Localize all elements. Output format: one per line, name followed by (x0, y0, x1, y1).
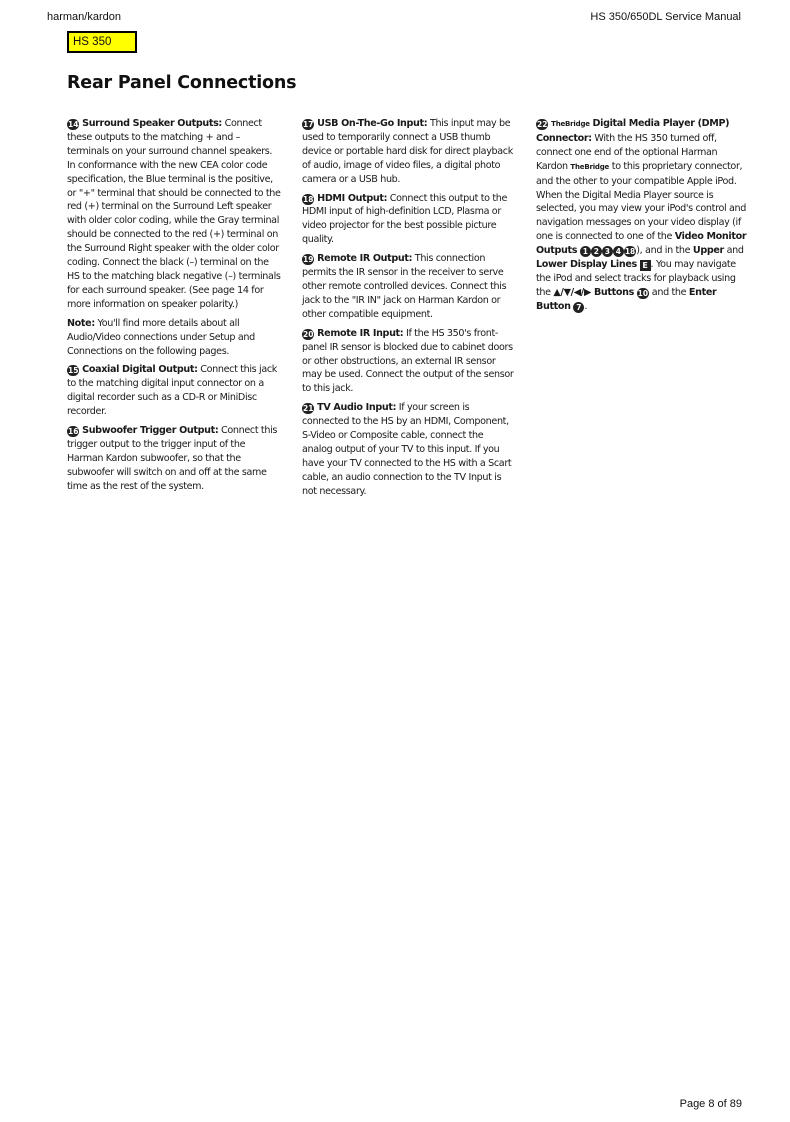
callout-22-icon: 22 (537, 120, 548, 129)
model-badge: HS 350 (67, 31, 137, 53)
section-22-text-2: to this proprietary connector, and the other to your compatible Apple iPod. When the Digital Media Player source is selected, you may view your iPod's control and navigation messages on your video display (if one is connected to one of the (536, 160, 746, 243)
section-17 (302, 117, 516, 187)
section-19 (302, 252, 516, 322)
section-21-heading: TV Audio Input: (317, 402, 397, 414)
section-14-text: Connect these outputs to the matching + and – terminals on your surround channel speakers. In conformance with the new CEA color code specification, the Blue terminal is the positive, or "+" terminal that should be connected to the red (+) terminal on the Surround Left speaker with older color coding, while the Gray terminal should be connected to the red (+) terminal on the Surround Right speaker with the older color coding. Connect the black (–) terminal on the HS to the matching black negative (–) terminals for each surround speaker. (See page 14 for more information on speaker polarity.) (67, 118, 281, 310)
upper-label: Upper (692, 245, 724, 257)
section-15-text: Connect this jack to the matching digital input connector on a digital recorder such as a CD-R or MiniDisc recorder. (67, 364, 277, 418)
enter-button-label: Enter Button (536, 286, 717, 312)
callout-15-icon: 15 (68, 366, 79, 376)
note-heading: Note: (67, 317, 95, 329)
section-18 (302, 192, 516, 248)
callout-18-ref-icon: 18 (624, 247, 636, 257)
column-1 (67, 117, 281, 499)
section-19-text: This connection permits the IR sensor in the receiver to serve other remote controlled devices. Connect this jack to the "IR IN" jack on Harman Kardon or other compatible equipment. (302, 253, 507, 320)
callout-14-icon: 14 (68, 120, 79, 129)
header-brand: harman/kardon (47, 11, 121, 23)
section-16-heading: Subwoofer Trigger Output: (82, 425, 219, 437)
section-15-heading: Coaxial Digital Output: (82, 364, 198, 376)
note-text: You'll find more details about all Audio/Video connections under Setup and Connections on the following pages. (67, 317, 255, 357)
callout-16-icon: 16 (68, 427, 79, 437)
section-20 (302, 327, 516, 397)
section-21-text: If your screen is connected to the HS by an HDMI, Component, S-Video or Composite cable, connect the analog output of your TV to this input. If you have your TV connected to the HS with a Scart cable, an audio connection to the TV Input is not necessary. (302, 402, 512, 497)
callout-10-icon: 10 (637, 288, 649, 298)
callout-1-icon: 1 (580, 246, 591, 257)
callout-17-icon: 17 (303, 120, 314, 129)
callout-4-icon: 4 (613, 246, 624, 257)
lower-display-lines-label: Lower Display Lines (536, 259, 637, 271)
section-22-text-1: With the HS 350 turned off, connect one end of the optional Harman Kardon (536, 132, 718, 172)
column-3 (536, 117, 748, 319)
the-bridge-inline-logo-icon: TheBridge (570, 162, 610, 171)
section-20-heading: Remote IR Input: (317, 327, 404, 339)
arrow-buttons-label: ▲/▼/◀/▶ Buttons (553, 286, 634, 298)
section-22-text-6: and the (649, 286, 689, 298)
section-18-heading: HDMI Output: (317, 192, 388, 204)
section-19-heading: Remote IR Output: (317, 253, 413, 265)
note (67, 317, 281, 359)
callout-20-icon: 20 (303, 329, 314, 339)
section-22-text-5: . You may navigate the iPod and select tracks for playback using the (536, 259, 736, 298)
callout-2-icon: 2 (591, 246, 602, 257)
page-title: Rear Panel Connections (67, 73, 297, 93)
callout-3-icon: 3 (602, 246, 613, 257)
section-21 (302, 401, 516, 498)
section-20-text: If the HS 350's front-panel IR sensor is blocked due to cabinet doors or other obstructions, an external IR sensor may be used. Connect the output of the sensor to this jack. (302, 327, 514, 395)
callout-21-icon: 21 (303, 404, 314, 414)
callout-18-icon: 18 (303, 194, 314, 204)
section-22 (536, 117, 748, 314)
section-14 (67, 117, 281, 312)
header-manual-title: HS 350/650DL Service Manual (590, 11, 741, 23)
section-17-text: This input may be used to temporarily connect a USB thumb device or portable hard disk for direct playback of audio, image of video files, a digital photo camera or a USB hub. (302, 118, 513, 185)
section-17-heading: USB On-The-Go Input: (317, 118, 428, 129)
section-22-text-7: . (584, 300, 588, 312)
section-22-text-3: ), and in the (636, 245, 693, 257)
section-22-text-4: and (723, 245, 744, 257)
section-16 (67, 424, 281, 494)
section-16-text: Connect this trigger output to the trigger input of the Harman Kardon subwoofer, so that the subwoofer will switch on and off at the same time as the rest of the system. (67, 425, 278, 492)
column-2 (302, 117, 516, 504)
video-monitor-outputs-label: Video Monitor Outputs (536, 231, 747, 257)
page-number: Page 8 of 89 (679, 1098, 742, 1110)
callout-7-icon: 7 (573, 302, 584, 313)
section-18-text: Connect this output to the HDMI input of high-definition LCD, Plasma or video projector for the best possible picture quality. (302, 192, 508, 246)
callout-e-icon: E (640, 260, 651, 271)
section-15 (67, 363, 281, 419)
the-bridge-logo-icon: TheBridge (551, 120, 590, 128)
section-22-heading: Digital Media Player (DMP) Connector: (536, 118, 730, 144)
callout-19-icon: 19 (303, 255, 314, 265)
section-14-heading: Surround Speaker Outputs: (82, 118, 222, 129)
